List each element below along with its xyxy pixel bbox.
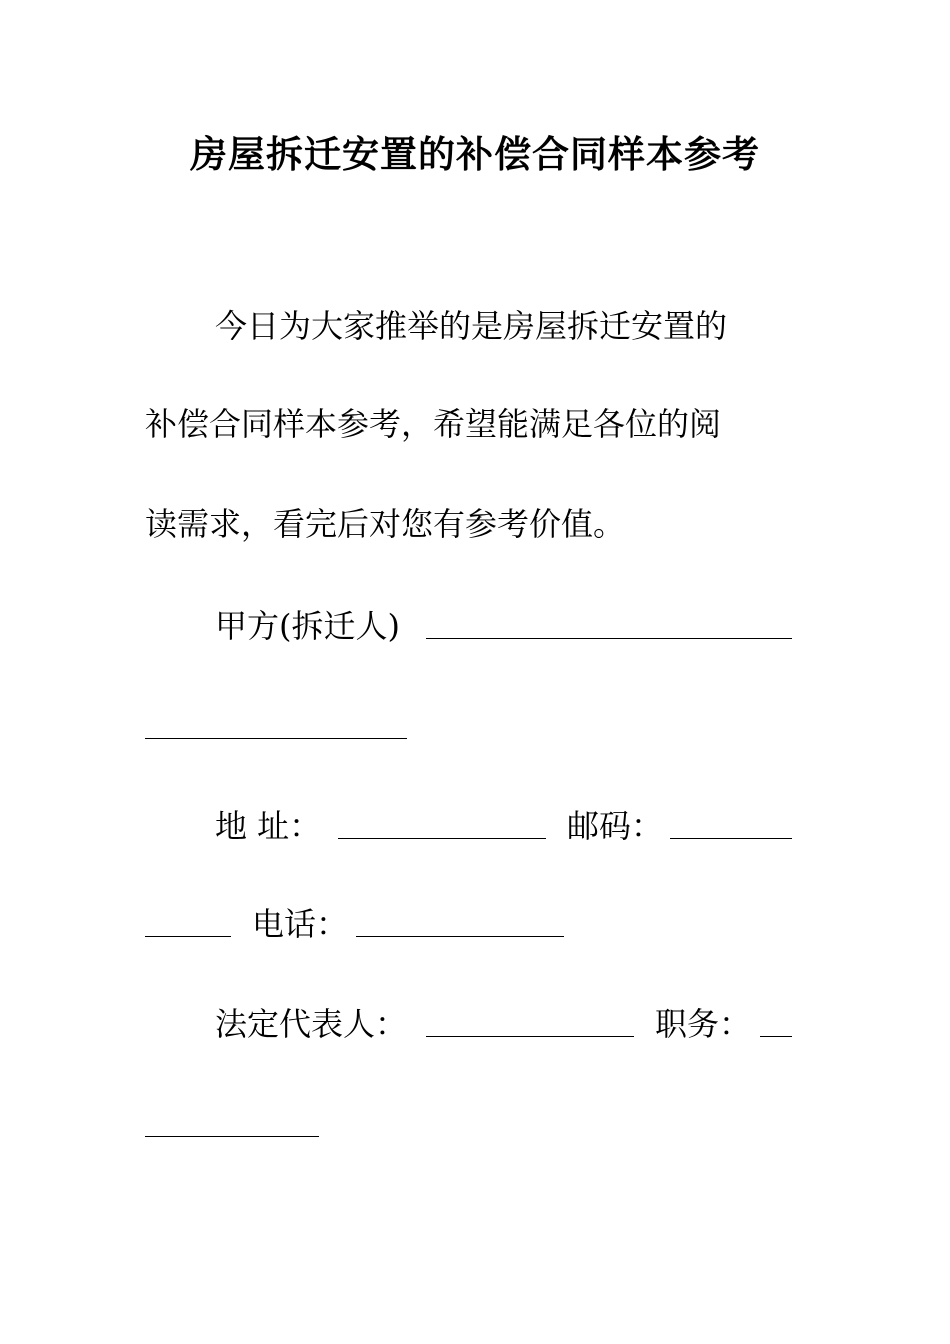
position-blank[interactable] <box>760 1036 792 1037</box>
position-blank-continued[interactable] <box>145 1136 319 1137</box>
party-a-name-blank[interactable] <box>426 638 792 639</box>
party-a-label: 甲方(拆迁人) <box>215 607 400 645</box>
intro-line-2: 补偿合同样本参考，希望能满足各位的阅 <box>145 405 722 443</box>
address-blank[interactable] <box>338 838 546 839</box>
address-label: 地 址： <box>215 807 322 845</box>
intro-line-3: 读需求，看完后对您有参考价值。 <box>145 505 626 543</box>
legal-rep-blank[interactable] <box>426 1036 634 1037</box>
intro-line-1: 今日为大家推举的是房屋拆迁安置的 <box>215 307 728 345</box>
postcode-blank-continued[interactable] <box>145 936 231 937</box>
legal-rep-label: 法定代表人： <box>215 1005 408 1043</box>
party-a-name-blank-continued[interactable] <box>145 738 407 739</box>
document-title: 房屋拆迁安置的补偿合同样本参考 <box>190 132 760 176</box>
position-label: 职务： <box>655 1005 752 1043</box>
phone-label: 电话： <box>252 905 349 943</box>
postcode-label: 邮码： <box>567 807 664 845</box>
phone-blank[interactable] <box>356 936 564 937</box>
postcode-blank[interactable] <box>670 838 792 839</box>
